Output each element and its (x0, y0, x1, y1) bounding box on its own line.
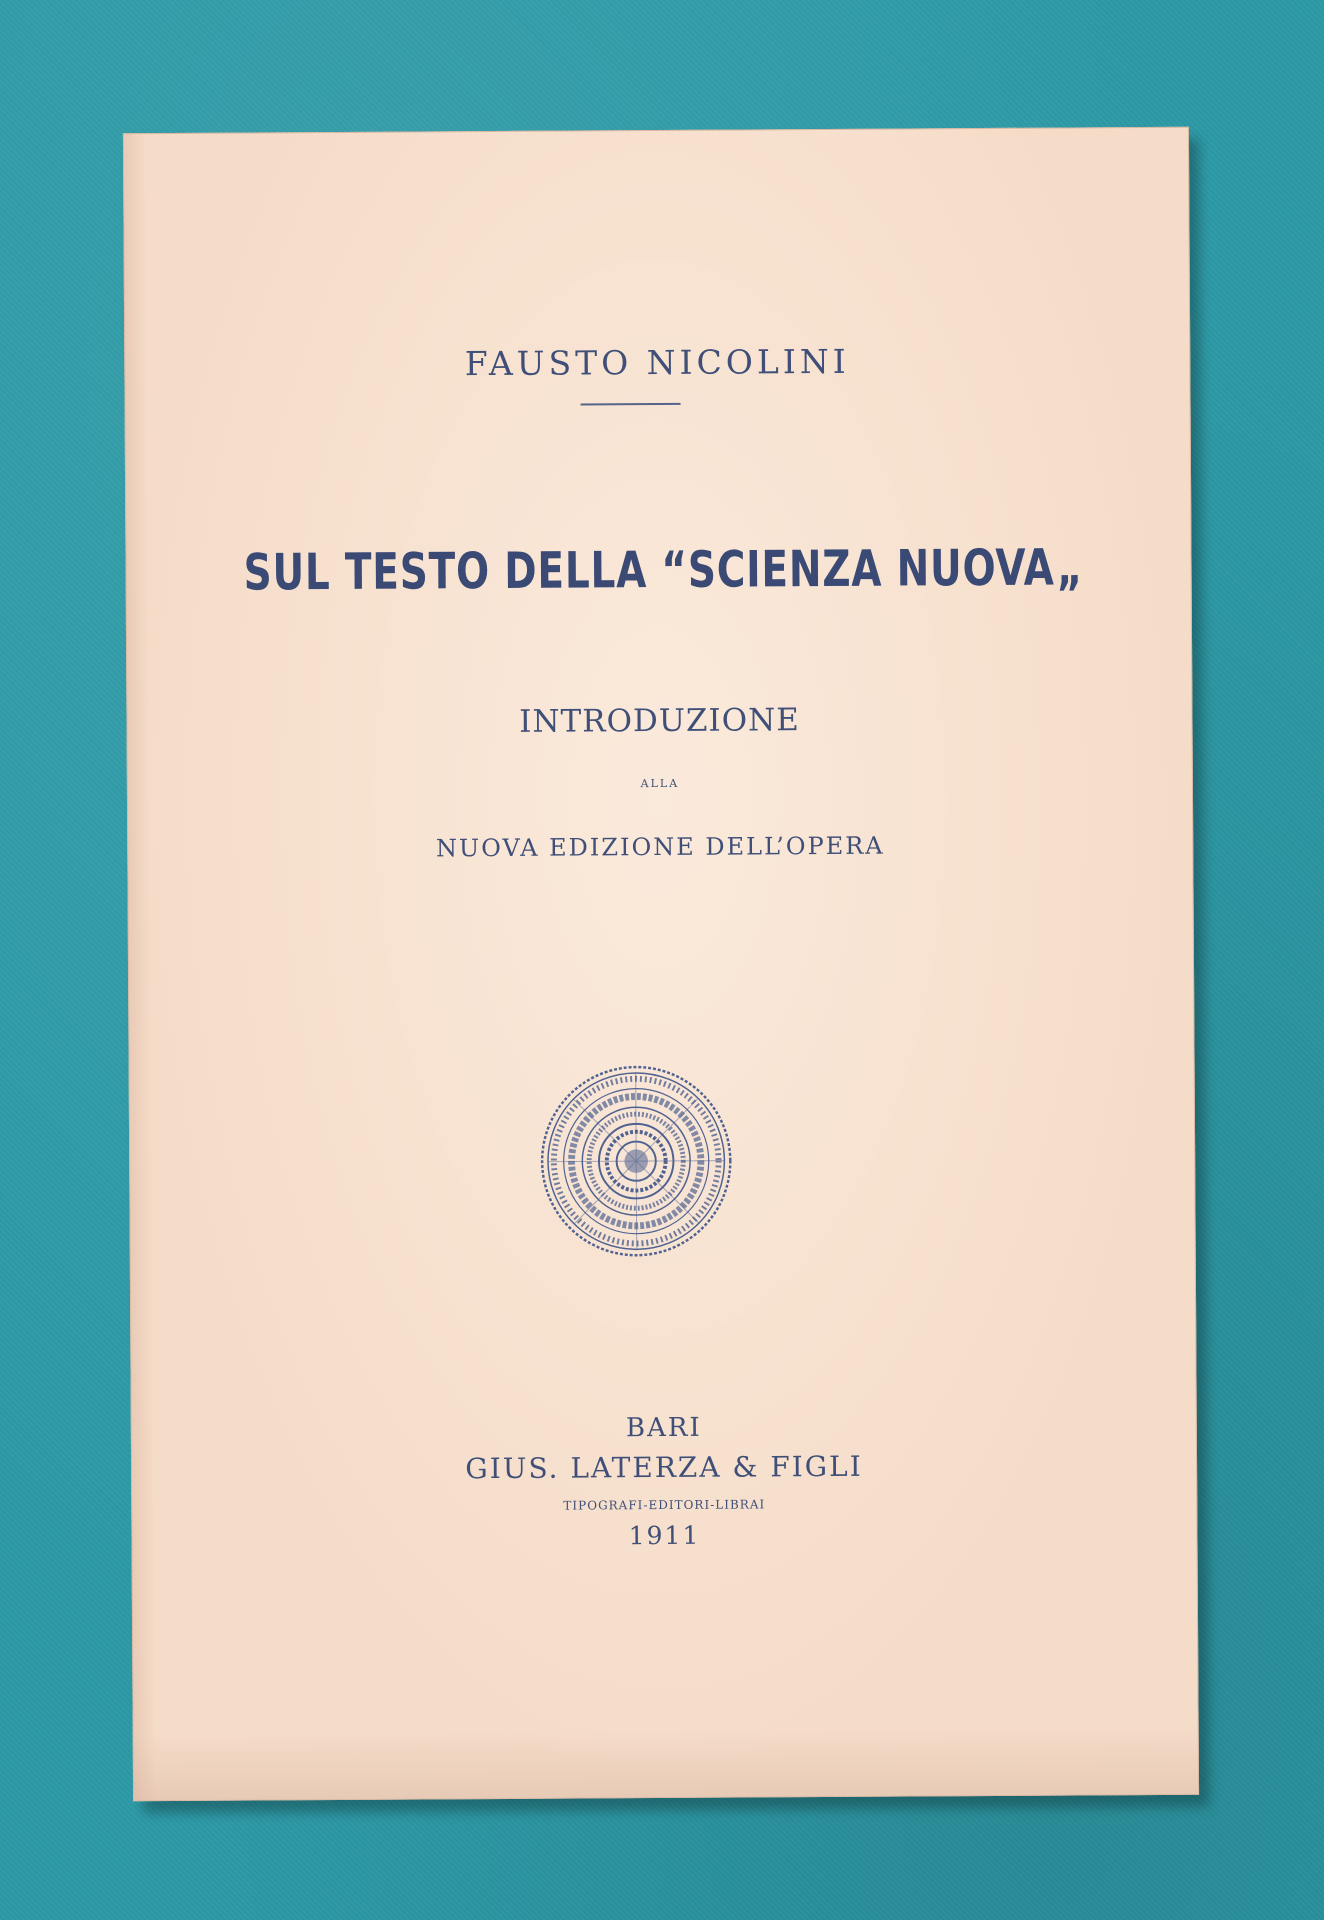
publication-year: 1911 (628, 1520, 701, 1551)
book-title: SUL TESTO DELLA “SCIENZA NUOVA„ (243, 538, 1084, 602)
publisher-city: BARI (625, 1412, 702, 1444)
author-divider (581, 403, 681, 406)
publisher-name: GIUS. LATERZA & FIGLI (465, 1449, 863, 1486)
book-subtitle: INTRODUZIONE (519, 702, 800, 740)
ornamental-seal-icon (538, 1063, 735, 1260)
publisher-trade: TIPOGRAFI-EDITORI-LIBRAI (563, 1497, 766, 1513)
book-cover (123, 127, 1199, 1801)
edition-line: NUOVA EDIZIONE DELL’OPERA (435, 831, 885, 863)
author-name: FAUSTO NICOLINI (464, 341, 850, 384)
subtitle-connector: ALLA (640, 776, 680, 791)
